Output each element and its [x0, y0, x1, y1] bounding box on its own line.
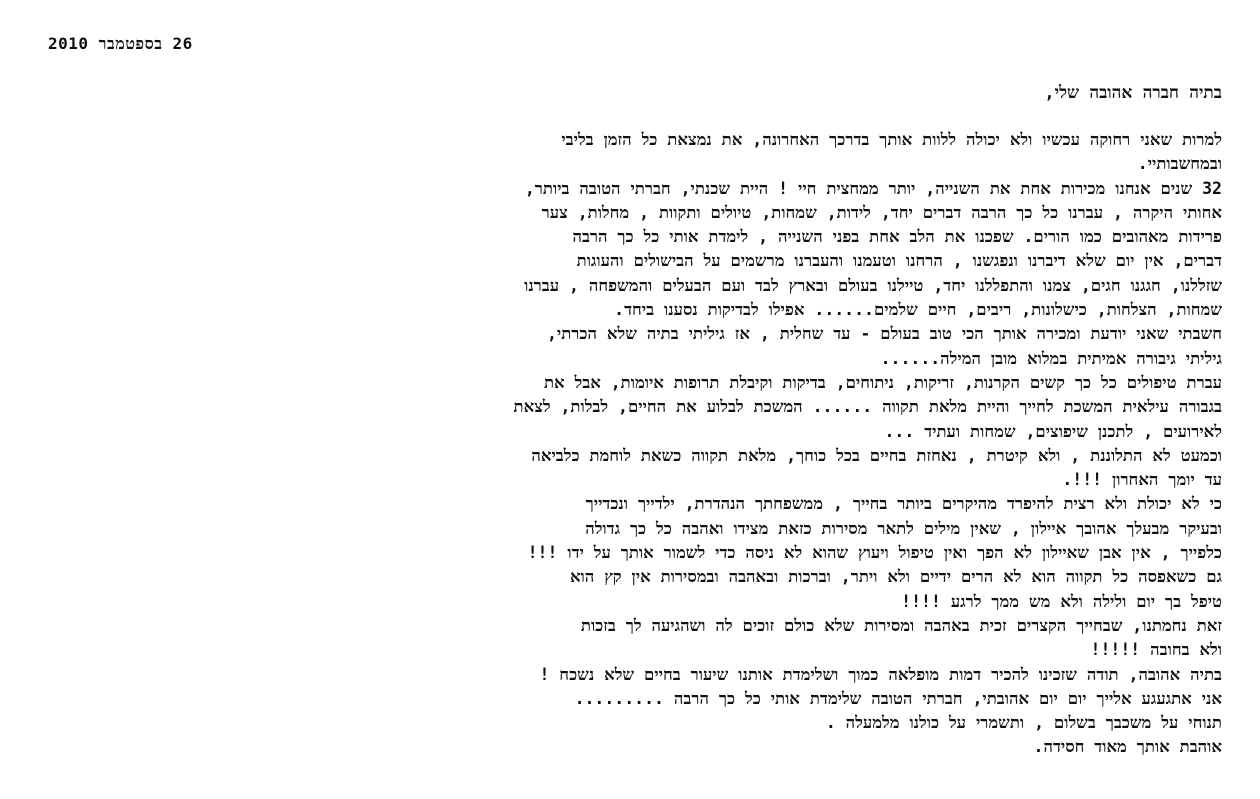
letter-line: שזללנו, חגגנו חגים, צמנו והתפללנו יחד, טיילנו בעולם ובארץ לבד ועם הבעלים והמשפחה , עברנו: [524, 275, 1222, 295]
letter-line: אני אתגעגע אלייך יום יום אהובתי, חברתי הטובה שלימדת אותי כל כך הרבה .........: [574, 688, 1222, 708]
letter-line: גם כשאפסה כל תקווה הוא לא הרים ידיים ולא ויתר, וברכות ובאהבה ובמסירות אין קץ הוא: [569, 567, 1222, 587]
letter-line: תנוחי על משכבך בשלום , ותשמרי על כולנו מלמעלה .: [825, 713, 1222, 733]
letter-line: כי לא יכולת ולא רצית להיפרד מהיקרים ביותר בחייך , ממשפחתך הנהדרת, ילדייך ונכדייך: [585, 494, 1222, 514]
letter-line: לאירועים , לתכנן שיפוצים, שמחות ועתיד ...: [884, 421, 1222, 441]
letter-body: [32, 128, 1222, 760]
letter-line: עד יומך האחרון !!!.: [1062, 470, 1222, 490]
letter-line: חשבתי שאני יודעת ומכירה אותך הכי טוב בעולם - עד שחלית , אז גיליתי בתיה שלא הכרתי,: [546, 324, 1222, 344]
letter-line: בגבורה עילאית המשכת לחייך והיית מלאת תקווה ...... המשכת לבלוע את החיים, לבלות, לצאת: [513, 397, 1222, 417]
letter-line: שמחות, הצלחות, כישלונות, ריבים, חיים שלמים...... אפילו לבדיקות נסענו ביחד.: [614, 300, 1222, 320]
letter-line: גיליתי גיבורה אמיתית במלוא מובן המילה......: [880, 348, 1222, 368]
letter-line: וכמעט לא התלוננת , ולא קיטרת , נאחזת בחיים בכל כוחך, מלאת תקווה כשאת לוחמת כלביאה: [531, 445, 1222, 465]
letter-line: זאת נחמתנו, שבחייך הקצרים זכית באהבה ומסירות שלא כולם זוכים לה ושהגיעה לך בזכות: [580, 615, 1222, 635]
letter-line: כלפייך , אין אבן שאיילון לא הפך ואין טיפול ויעוץ שהוא לא ניסה כדי לשמור אותך על ידו !!!: [527, 543, 1222, 563]
letter-line: 32 שנים אנחנו מכירות אחת את השנייה, יותר ממחצית חיי ! היית שכנתי, חברתי הטובה ביותר,: [524, 178, 1222, 198]
letter-line: למרות שאני רחוקה עכשיו ולא יכולה ללוות אותך בדרכך האחרונה, את נמצאת כל הזמן בליבי: [561, 130, 1222, 149]
letter-line: פרידות מאהובים כמו הורים. שפכנו את הלב אחת בפני השנייה , לימדת אותי כל כך הרבה: [572, 227, 1222, 247]
letter-line: אוהבת אותך מאוד חסידה.: [1033, 737, 1222, 757]
letter-line: טיפל בך יום ולילה ולא מש ממך לרגע !!!!: [901, 591, 1222, 611]
letter-line: ובמחשבותיי.: [1137, 154, 1222, 174]
letter-line: בתיה אהובה, תודה שזכינו להכיר דמות מופלאה כמוך ושלימדת אותנו שיעור בחיים שלא נשכח !: [539, 664, 1222, 684]
letter-line: ובעיקר מבעלך אהובך איילון , שאין מילים לתאר מסירות כזאת מצידו ואהבה כל כך גדולה: [585, 518, 1222, 538]
letter-line: אחותי היקרה , עברנו כל כך הרבה דברים יחד, לידות, שמחות, טיולים ותקוות , מחלות, צער: [541, 202, 1222, 222]
letter-greeting: בתיה חברה אהובה שלי,: [1044, 83, 1222, 103]
letter-date: 26 בספטמבר 2010: [48, 34, 193, 53]
letter-line: דברים, אין יום שלא דיברנו ונפגשנו , הרחנו וטעמנו והעברנו מרשמים על הבישולים והעוגות: [576, 251, 1222, 271]
letter-line: עברת טיפולים כל כך קשים הקרנות, זריקות, ניתוחים, בדיקות וקיבלת תרופות איומות, אבל את: [543, 372, 1222, 392]
letter-line: ולא בחובה !!!!!: [1090, 640, 1222, 660]
